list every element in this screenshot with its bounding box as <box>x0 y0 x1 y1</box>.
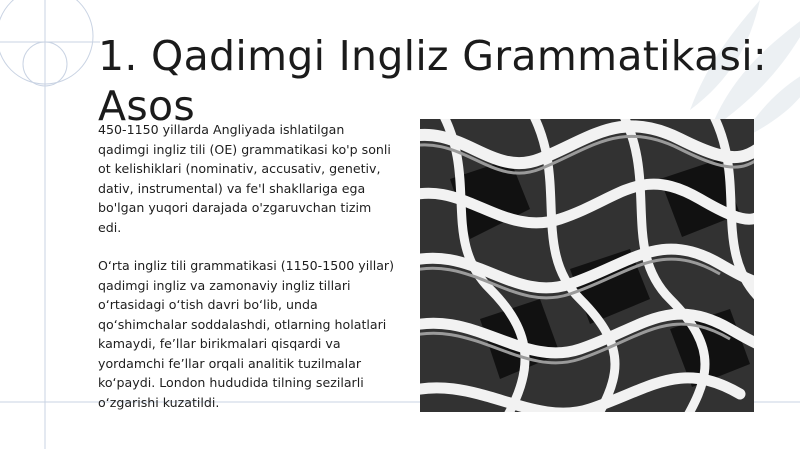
paragraph-middle-english: O‘rta ingliz tili grammatikasi (1150-1500 yillar) qadimgi ingliz va zamonaviy ingliz tillari o‘rtasidagi o‘tish davri bo‘lib, unda qo‘shimchalar soddalashdi, otlarning holatlari kamaydi, fe’llar birikmalari qisqardi va yordamchi fe’llar orqali analitik tuzilmalar ko‘paydi. London hududida tilning sezilarli o‘zgarishi kuzatildi. <box>98 258 395 410</box>
slide-title: 1. Qadimgi Ingliz Grammatikasi: Asos <box>98 32 768 131</box>
large-circle-decoration <box>0 0 93 84</box>
architecture-photo <box>420 119 754 412</box>
small-circle-decoration <box>23 42 67 86</box>
paragraph-old-english: 450-1150 yillarda Angliyada ishlatilgan qadimgi ingliz tili (OE) grammatikasi ko'p sonli ot kelishiklari (nominativ, accusativ, genetiv, dativ, instrumental) va fe'l shakllariga ega bo'lgan yuqori darajada o'zgaruvchan tizim edi. <box>98 122 391 235</box>
architecture-photo-icon <box>420 119 754 412</box>
slide-body-text <box>98 120 398 412</box>
